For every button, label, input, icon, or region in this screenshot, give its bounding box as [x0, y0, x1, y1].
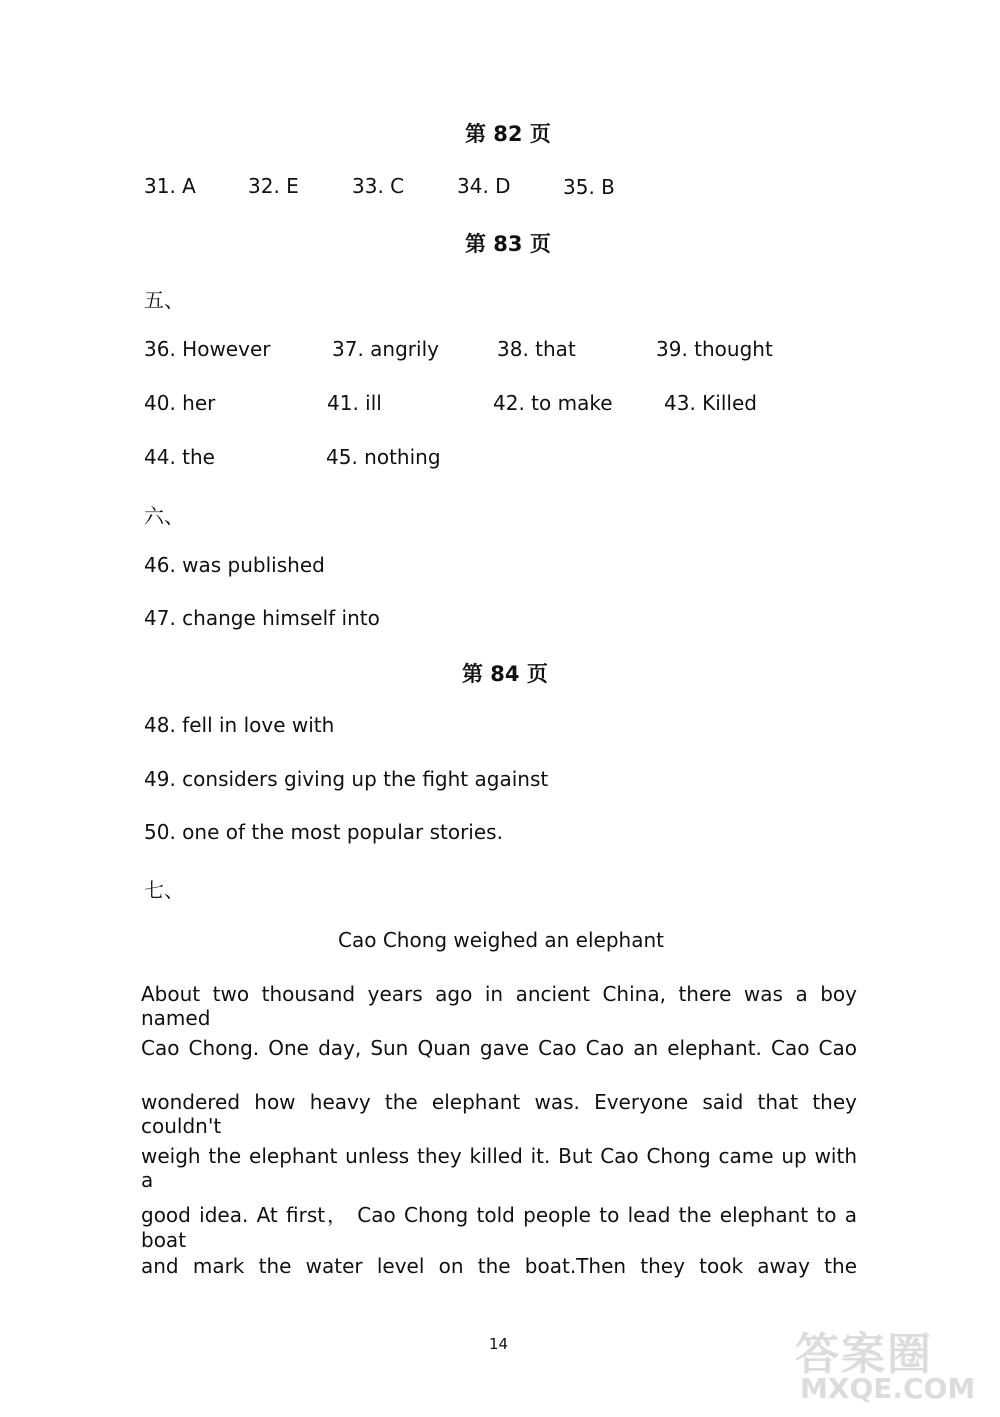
- watermark-logo: 答案圈: [795, 1329, 933, 1380]
- answer-33: 33. C: [352, 174, 405, 198]
- section-6-label: 六、: [144, 504, 184, 528]
- answer-42: 42. to make: [493, 391, 613, 415]
- answer-36: 36. However: [144, 337, 271, 361]
- story-line: wondered how heavy the elephant was. Everyone said that they couldn't: [141, 1090, 857, 1138]
- section-7-label: 七、: [144, 878, 184, 902]
- answer-34: 34. D: [457, 174, 511, 198]
- answer-35: 35. B: [563, 175, 615, 199]
- story-line: Cao Chong. One day, Sun Quan gave Cao Cao an elephant. Cao Cao: [141, 1036, 857, 1060]
- answer-41: 41. ill: [327, 391, 382, 415]
- answer-49: 49. considers giving up the fight against: [144, 767, 549, 791]
- story-line: good idea. At first， Cao Chong told people to lead the elephant to a boat: [141, 1203, 857, 1252]
- answer-43: 43. Killed: [664, 391, 757, 415]
- page-83-heading: 第 83 页: [465, 232, 551, 256]
- answer-39: 39. thought: [656, 337, 773, 361]
- story-line: weigh the elephant unless they killed it. But Cao Chong came up with a: [141, 1144, 857, 1192]
- answer-47: 47. change himself into: [144, 606, 380, 630]
- page-84-heading: 第 84 页: [462, 662, 548, 686]
- answer-48: 48. fell in love with: [144, 713, 335, 737]
- answer-46: 46. was published: [144, 553, 325, 577]
- answer-32: 32. E: [248, 174, 299, 198]
- page-82-heading: 第 82 页: [465, 122, 551, 146]
- answer-37: 37. angrily: [332, 337, 439, 361]
- section-5-label: 五、: [144, 288, 184, 312]
- story-line: and mark the water level on the boat.Then they took away the: [141, 1254, 857, 1278]
- answer-31: 31. A: [144, 174, 196, 198]
- story-line: About two thousand years ago in ancient China, there was a boy named: [141, 982, 857, 1030]
- answer-44: 44. the: [144, 445, 215, 469]
- answer-40: 40. her: [144, 391, 216, 415]
- answer-38: 38. that: [497, 337, 576, 361]
- watermark-url: MXQE.COM: [800, 1372, 976, 1405]
- answer-45: 45. nothing: [326, 445, 441, 469]
- story-title: Cao Chong weighed an elephant: [338, 928, 664, 952]
- answer-50: 50. one of the most popular stories.: [144, 820, 503, 844]
- page-number: 14: [489, 1335, 509, 1353]
